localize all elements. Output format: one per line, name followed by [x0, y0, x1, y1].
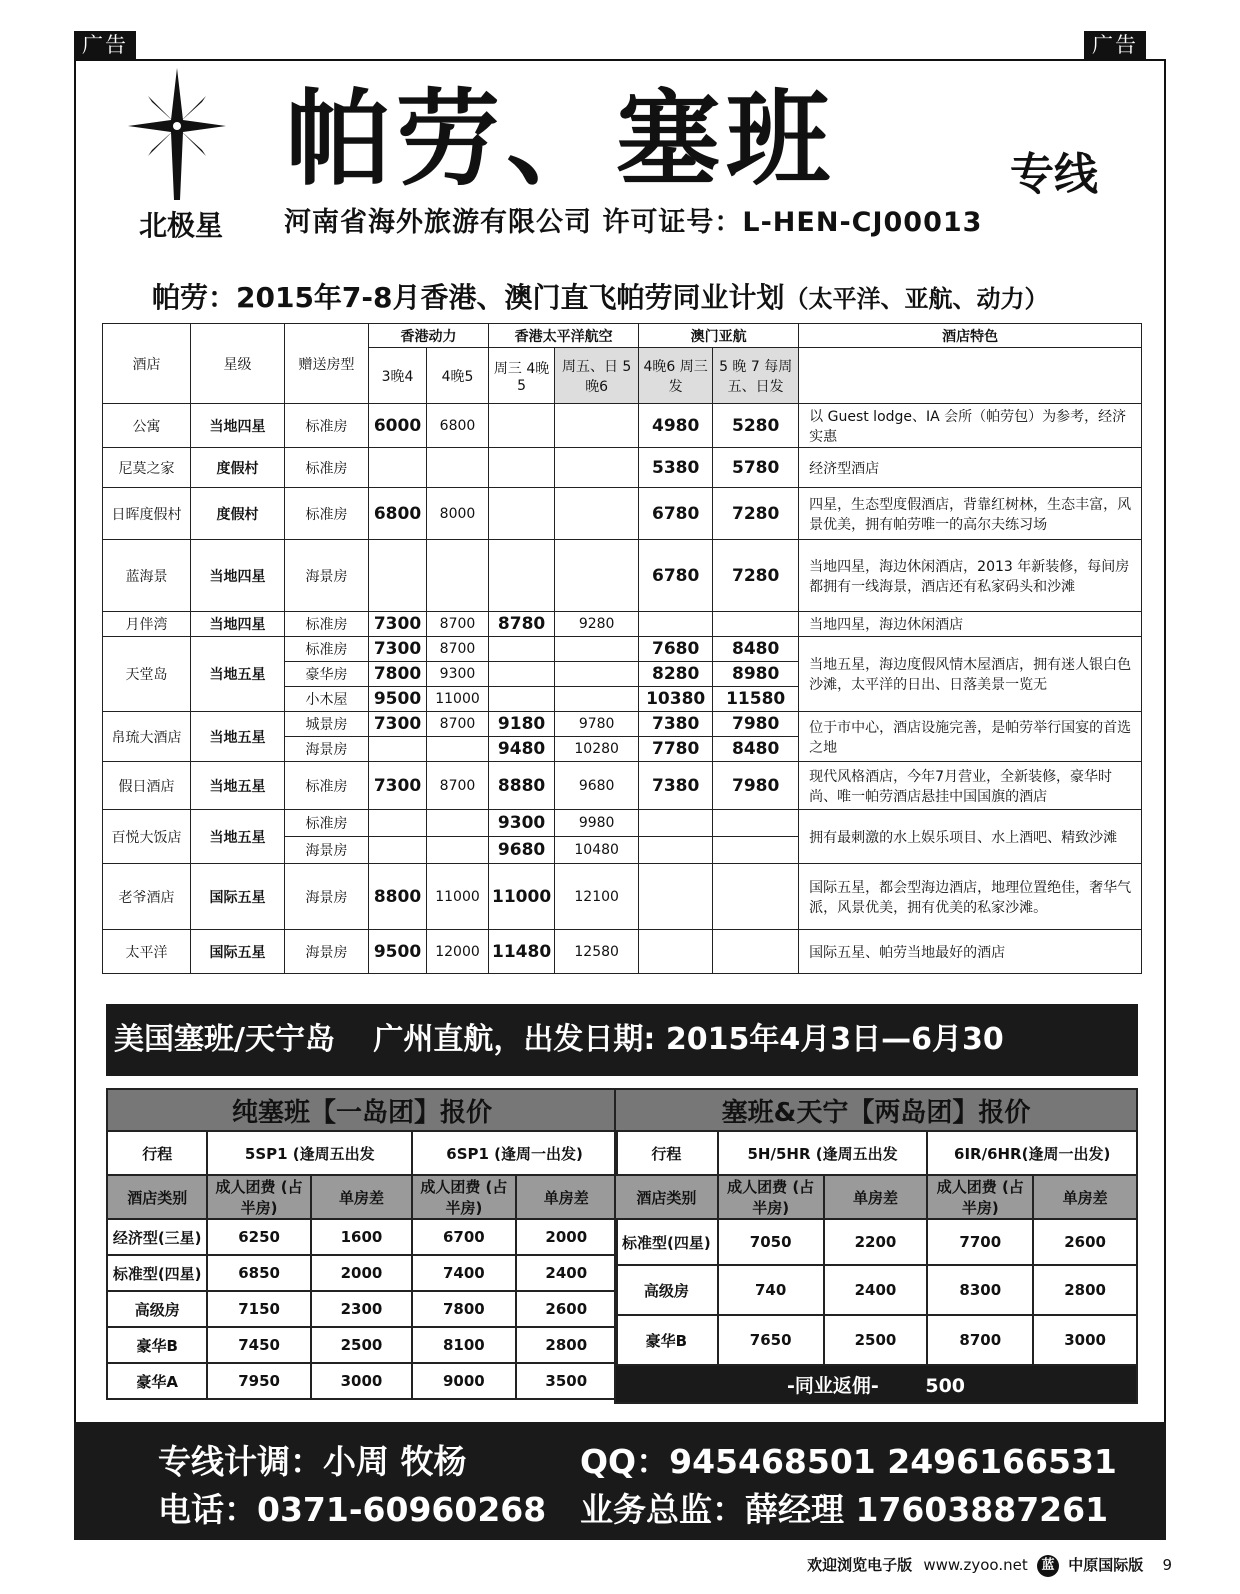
- category-label: 酒店类别: [107, 1175, 207, 1219]
- star-cell: 当地四星: [191, 540, 285, 612]
- price-cell: 7980: [713, 712, 799, 737]
- plan-title-main: 帕劳：2015年7-8月香港、澳门直飞帕劳同业计划: [152, 281, 785, 314]
- price-cell: [427, 540, 489, 612]
- col-hk-dongli: 香港动力: [369, 324, 489, 348]
- price-cell: [489, 404, 555, 448]
- price-cell: 2000: [311, 1255, 412, 1291]
- route-1: 5SP1 (逢周五出发: [207, 1131, 412, 1175]
- price-cell: [639, 612, 713, 637]
- commission-value: 500: [925, 1374, 966, 1397]
- price-cell: 4980: [639, 404, 713, 448]
- feature-cell: 现代风格酒店，今年7月营业，全新装修，豪华时尚、唯一帕劳酒店悬挂中国国旗的酒店: [799, 762, 1142, 810]
- feature-cell: 以 Guest lodge、IA 会所（帕劳包）为参考，经济实惠: [799, 404, 1142, 448]
- hotel-cell: 月伴湾: [103, 612, 191, 637]
- room-cell: 标准房: [285, 612, 369, 637]
- adult-fee-label: 成人团费 (占半房): [927, 1175, 1033, 1219]
- room-cell: 海景房: [285, 737, 369, 762]
- price-cell: 7300: [369, 712, 427, 737]
- price-cell: 6780: [639, 540, 713, 612]
- room-cell: 城景房: [285, 712, 369, 737]
- ad-label-left: 广告: [74, 31, 136, 59]
- palau-price-table: [102, 323, 1142, 974]
- price-cell: 9300: [427, 662, 489, 687]
- route-label: 行程: [107, 1131, 207, 1175]
- sub-header: 周五、日 5晚6: [555, 348, 639, 404]
- table-row: [103, 404, 1142, 448]
- room-cell: 标准房: [285, 448, 369, 488]
- hotel-cell: 太平洋: [103, 930, 191, 974]
- price-cell: 2300: [311, 1291, 412, 1327]
- sub-header: 5 晚 7 每周五、日发: [713, 348, 799, 404]
- price-cell: 8880: [489, 762, 555, 810]
- adult-fee-label: 成人团费 (占半房): [207, 1175, 310, 1219]
- col-room: 赠送房型: [285, 324, 369, 404]
- room-cell: 海景房: [285, 540, 369, 612]
- price-cell: 2800: [1033, 1265, 1137, 1315]
- star-cell: 国际五星: [191, 864, 285, 930]
- table-row: [103, 612, 1142, 637]
- single-supplement-label: 单房差: [516, 1175, 617, 1219]
- feature-cell: 位于市中心，酒店设施完善，是帕劳举行国宴的首选之地: [799, 712, 1142, 762]
- table-row: [103, 540, 1142, 612]
- price-cell: 9980: [555, 810, 639, 837]
- hotel-cell: 天堂岛: [103, 637, 191, 712]
- sub-header-empty: [799, 348, 1142, 404]
- room-cell: 海景房: [285, 837, 369, 864]
- price-cell: 7800: [412, 1291, 515, 1327]
- price-cell: 11000: [427, 687, 489, 712]
- price-cell: 2600: [516, 1291, 617, 1327]
- room-cell: 标准房: [285, 810, 369, 837]
- price-cell: 7650: [718, 1315, 824, 1365]
- price-cell: 2600: [1033, 1219, 1137, 1265]
- price-cell: [369, 448, 427, 488]
- table-row: [615, 1219, 1137, 1265]
- magazine-logo-icon: 蓝: [1037, 1555, 1059, 1577]
- brand-name: 北极星: [138, 209, 223, 242]
- category-cell: 经济型(三星): [107, 1219, 207, 1255]
- price-cell: 2500: [824, 1315, 928, 1365]
- price-cell: 7050: [718, 1219, 824, 1265]
- price-cell: 12580: [555, 930, 639, 974]
- contact-manager: 业务总监：薛经理 17603887261: [580, 1490, 1109, 1529]
- price-cell: 1600: [311, 1219, 412, 1255]
- table-row: [107, 1291, 617, 1327]
- price-cell: 9180: [489, 712, 555, 737]
- price-cell: [555, 540, 639, 612]
- price-cell: 12000: [427, 930, 489, 974]
- table-row: [615, 1315, 1137, 1365]
- price-cell: 9680: [555, 762, 639, 810]
- price-cell: 8280: [639, 662, 713, 687]
- feature-cell: 当地四星，海边休闲酒店，2013 年新装修，每间房都拥有一线海景，酒店还有私家码头和沙滩: [799, 540, 1142, 612]
- price-cell: 2400: [516, 1255, 617, 1291]
- single-supplement-label: 单房差: [824, 1175, 928, 1219]
- headline-title: 帕劳、塞班: [286, 78, 837, 200]
- table-row: [103, 762, 1142, 810]
- north-star-logo-icon: [128, 68, 226, 200]
- table-row: [103, 712, 1142, 737]
- price-cell: 7280: [713, 488, 799, 540]
- feature-cell: 四星，生态型度假酒店，背靠红树林，生态丰富，风景优美，拥有帕劳唯一的高尔夫练习场: [799, 488, 1142, 540]
- table-row: [107, 1327, 617, 1363]
- hotel-cell: 百悦大饭店: [103, 810, 191, 864]
- star-cell: 国际五星: [191, 930, 285, 974]
- price-cell: 740: [718, 1265, 824, 1315]
- room-cell: 标准房: [285, 762, 369, 810]
- price-cell: [427, 448, 489, 488]
- price-cell: [369, 540, 427, 612]
- star-cell: 当地五星: [191, 712, 285, 762]
- col-star: 星级: [191, 324, 285, 404]
- price-cell: 8980: [713, 662, 799, 687]
- table-row: [103, 810, 1142, 837]
- room-cell: 标准房: [285, 488, 369, 540]
- price-cell: 8700: [427, 762, 489, 810]
- room-cell: 豪华房: [285, 662, 369, 687]
- price-cell: 7980: [713, 762, 799, 810]
- page-footer: [807, 1554, 1172, 1577]
- price-cell: [555, 448, 639, 488]
- category-cell: 高级房: [107, 1291, 207, 1327]
- commission-label: -同业返佣-: [786, 1374, 879, 1397]
- category-label: 酒店类别: [615, 1175, 718, 1219]
- price-cell: 9000: [412, 1363, 515, 1399]
- price-cell: 6000: [369, 404, 427, 448]
- price-cell: 2800: [516, 1327, 617, 1363]
- price-cell: 10280: [555, 737, 639, 762]
- hotel-cell: 蓝海景: [103, 540, 191, 612]
- table-row: [107, 1363, 617, 1399]
- one-island-header: 纯塞班【一岛团】报价: [107, 1089, 617, 1131]
- price-cell: [555, 488, 639, 540]
- price-cell: 9500: [369, 930, 427, 974]
- price-cell: 7400: [412, 1255, 515, 1291]
- price-cell: 8300: [927, 1265, 1033, 1315]
- price-cell: [713, 612, 799, 637]
- price-cell: 6700: [412, 1219, 515, 1255]
- price-cell: 2500: [311, 1327, 412, 1363]
- route-2: 6SP1 (逢周一出发): [412, 1131, 617, 1175]
- col-hk-pacific: 香港太平洋航空: [489, 324, 639, 348]
- price-cell: 11480: [489, 930, 555, 974]
- price-cell: 7700: [927, 1219, 1033, 1265]
- star-cell: 当地四星: [191, 404, 285, 448]
- price-cell: 7450: [207, 1327, 310, 1363]
- footer-edition: 中原国际版: [1068, 1556, 1144, 1574]
- price-cell: 8000: [427, 488, 489, 540]
- contact-qq: QQ：945468501 2496166531: [580, 1442, 1117, 1481]
- price-cell: 9680: [489, 837, 555, 864]
- route-label: 行程: [615, 1131, 718, 1175]
- hotel-cell: 帛琉大酒店: [103, 712, 191, 762]
- adult-fee-label: 成人团费 (占半房): [718, 1175, 824, 1219]
- plan-title: [152, 276, 1049, 316]
- table-row: [107, 1219, 617, 1255]
- category-cell: 豪华B: [107, 1327, 207, 1363]
- price-cell: 9480: [489, 737, 555, 762]
- category-cell: 豪华B: [615, 1315, 718, 1365]
- price-cell: 6250: [207, 1219, 310, 1255]
- table-row: [103, 930, 1142, 974]
- price-cell: 7300: [369, 637, 427, 662]
- star-cell: 当地五星: [191, 762, 285, 810]
- price-cell: 5280: [713, 404, 799, 448]
- room-cell: 标准房: [285, 637, 369, 662]
- price-cell: 5380: [639, 448, 713, 488]
- price-cell: 7780: [639, 737, 713, 762]
- price-cell: 8100: [412, 1327, 515, 1363]
- price-cell: 8480: [713, 637, 799, 662]
- col-feature: 酒店特色: [799, 324, 1142, 348]
- price-cell: 9500: [369, 687, 427, 712]
- price-cell: 11580: [713, 687, 799, 712]
- single-supplement-label: 单房差: [311, 1175, 412, 1219]
- table-row: [103, 448, 1142, 488]
- hotel-cell: 老爷酒店: [103, 864, 191, 930]
- room-cell: 海景房: [285, 864, 369, 930]
- price-cell: 8800: [369, 864, 427, 930]
- price-cell: [489, 448, 555, 488]
- sub-header: 4晚6 周三发: [639, 348, 713, 404]
- category-cell: 标准型(四星): [615, 1219, 718, 1265]
- feature-cell: 拥有最刺激的水上娱乐项目、水上酒吧、精致沙滩: [799, 810, 1142, 864]
- price-cell: 8700: [927, 1315, 1033, 1365]
- feature-cell: 经济型酒店: [799, 448, 1142, 488]
- price-cell: 6850: [207, 1255, 310, 1291]
- route-2: 6IR/6HR(逢周一出发): [927, 1131, 1137, 1175]
- price-cell: 7150: [207, 1291, 310, 1327]
- price-cell: 7950: [207, 1363, 310, 1399]
- plan-title-note: （太平洋、亚航、动力）: [784, 285, 1049, 313]
- price-cell: 7380: [639, 762, 713, 810]
- col-hotel: 酒店: [103, 324, 191, 404]
- commission-bar: [615, 1365, 1137, 1403]
- price-cell: 8780: [489, 612, 555, 637]
- price-cell: 3000: [311, 1363, 412, 1399]
- price-cell: 9280: [555, 612, 639, 637]
- category-cell: 豪华A: [107, 1363, 207, 1399]
- table-row: [103, 864, 1142, 930]
- price-cell: 6780: [639, 488, 713, 540]
- sub-header: 4晚5: [427, 348, 489, 404]
- hotel-cell: 假日酒店: [103, 762, 191, 810]
- feature-cell: 国际五星，都会型海边酒店，地理位置绝佳，奢华气派，风景优美，拥有优美的私家沙滩。: [799, 864, 1142, 930]
- sub-header: 周三 4晚5: [489, 348, 555, 404]
- table-row: [107, 1255, 617, 1291]
- price-cell: 8480: [713, 737, 799, 762]
- contact-footer: [74, 1422, 1166, 1540]
- two-island-price-table: [614, 1088, 1138, 1404]
- footer-welcome: 欢迎浏览电子版: [807, 1556, 913, 1574]
- star-cell: 当地四星: [191, 612, 285, 637]
- price-cell: 7280: [713, 540, 799, 612]
- price-cell: 7800: [369, 662, 427, 687]
- price-cell: 8700: [427, 712, 489, 737]
- ad-label-right: 广告: [1084, 31, 1146, 59]
- table-row: [615, 1265, 1137, 1315]
- price-cell: 2200: [824, 1219, 928, 1265]
- feature-cell: 当地四星，海边休闲酒店: [799, 612, 1142, 637]
- price-cell: [555, 404, 639, 448]
- table-row: [103, 488, 1142, 540]
- hotel-cell: 尼莫之家: [103, 448, 191, 488]
- hotel-cell: 日晖度假村: [103, 488, 191, 540]
- price-cell: 2000: [516, 1219, 617, 1255]
- price-cell: 2400: [824, 1265, 928, 1315]
- col-macau: 澳门亚航: [639, 324, 799, 348]
- price-cell: 11000: [427, 864, 489, 930]
- one-island-price-table: [106, 1088, 618, 1400]
- price-cell: 8700: [427, 612, 489, 637]
- star-cell: 度假村: [191, 488, 285, 540]
- single-supplement-label: 单房差: [1033, 1175, 1137, 1219]
- saipan-banner-dates: 广州直航，出发日期: 2015年4月3日—6月30: [373, 1022, 1004, 1057]
- contact-phone: 电话：0371-60960268: [158, 1490, 547, 1529]
- room-cell: 海景房: [285, 930, 369, 974]
- category-cell: 标准型(四星): [107, 1255, 207, 1291]
- table-row: [103, 637, 1142, 662]
- page-number: 9: [1162, 1556, 1172, 1574]
- hotel-cell: 公寓: [103, 404, 191, 448]
- saipan-banner-title: 美国塞班/天宁岛: [114, 1022, 335, 1057]
- sub-header: 3晚4: [369, 348, 427, 404]
- price-cell: 9780: [555, 712, 639, 737]
- price-cell: 10380: [639, 687, 713, 712]
- price-cell: 5780: [713, 448, 799, 488]
- company-license: 河南省海外旅游有限公司 许可证号：L-HEN-CJ00013: [284, 207, 983, 238]
- feature-cell: 当地五星，海边度假风情木屋酒店，拥有迷人银白色沙滩，太平洋的日出、日落美景一览无: [799, 637, 1142, 712]
- price-cell: 7300: [369, 612, 427, 637]
- price-cell: 12100: [555, 864, 639, 930]
- two-island-header: 塞班&天宁【两岛团】报价: [615, 1089, 1137, 1131]
- star-cell: 度假村: [191, 448, 285, 488]
- price-cell: 6800: [427, 404, 489, 448]
- room-cell: 标准房: [285, 404, 369, 448]
- saipan-banner: [106, 1004, 1138, 1076]
- room-cell: 小木屋: [285, 687, 369, 712]
- price-cell: 3500: [516, 1363, 617, 1399]
- route-1: 5H/5HR (逢周五出发: [718, 1131, 928, 1175]
- star-cell: 当地五星: [191, 810, 285, 864]
- price-cell: 10480: [555, 837, 639, 864]
- price-cell: [489, 488, 555, 540]
- price-cell: 9300: [489, 810, 555, 837]
- price-cell: 8700: [427, 637, 489, 662]
- price-cell: 6800: [369, 488, 427, 540]
- contact-planners: 专线计调：小周 牧杨: [158, 1442, 467, 1481]
- price-cell: 7300: [369, 762, 427, 810]
- price-cell: 7380: [639, 712, 713, 737]
- price-cell: 3000: [1033, 1315, 1137, 1365]
- price-cell: [489, 540, 555, 612]
- headline-subtitle: 专线: [1010, 149, 1098, 200]
- star-cell: 当地五星: [191, 637, 285, 712]
- price-cell: 11000: [489, 864, 555, 930]
- adult-fee-label: 成人团费 (占半房): [412, 1175, 515, 1219]
- price-cell: 7680: [639, 637, 713, 662]
- category-cell: 高级房: [615, 1265, 718, 1315]
- footer-url[interactable]: www.zyoo.net: [923, 1556, 1028, 1574]
- feature-cell: 国际五星、帕劳当地最好的酒店: [799, 930, 1142, 974]
